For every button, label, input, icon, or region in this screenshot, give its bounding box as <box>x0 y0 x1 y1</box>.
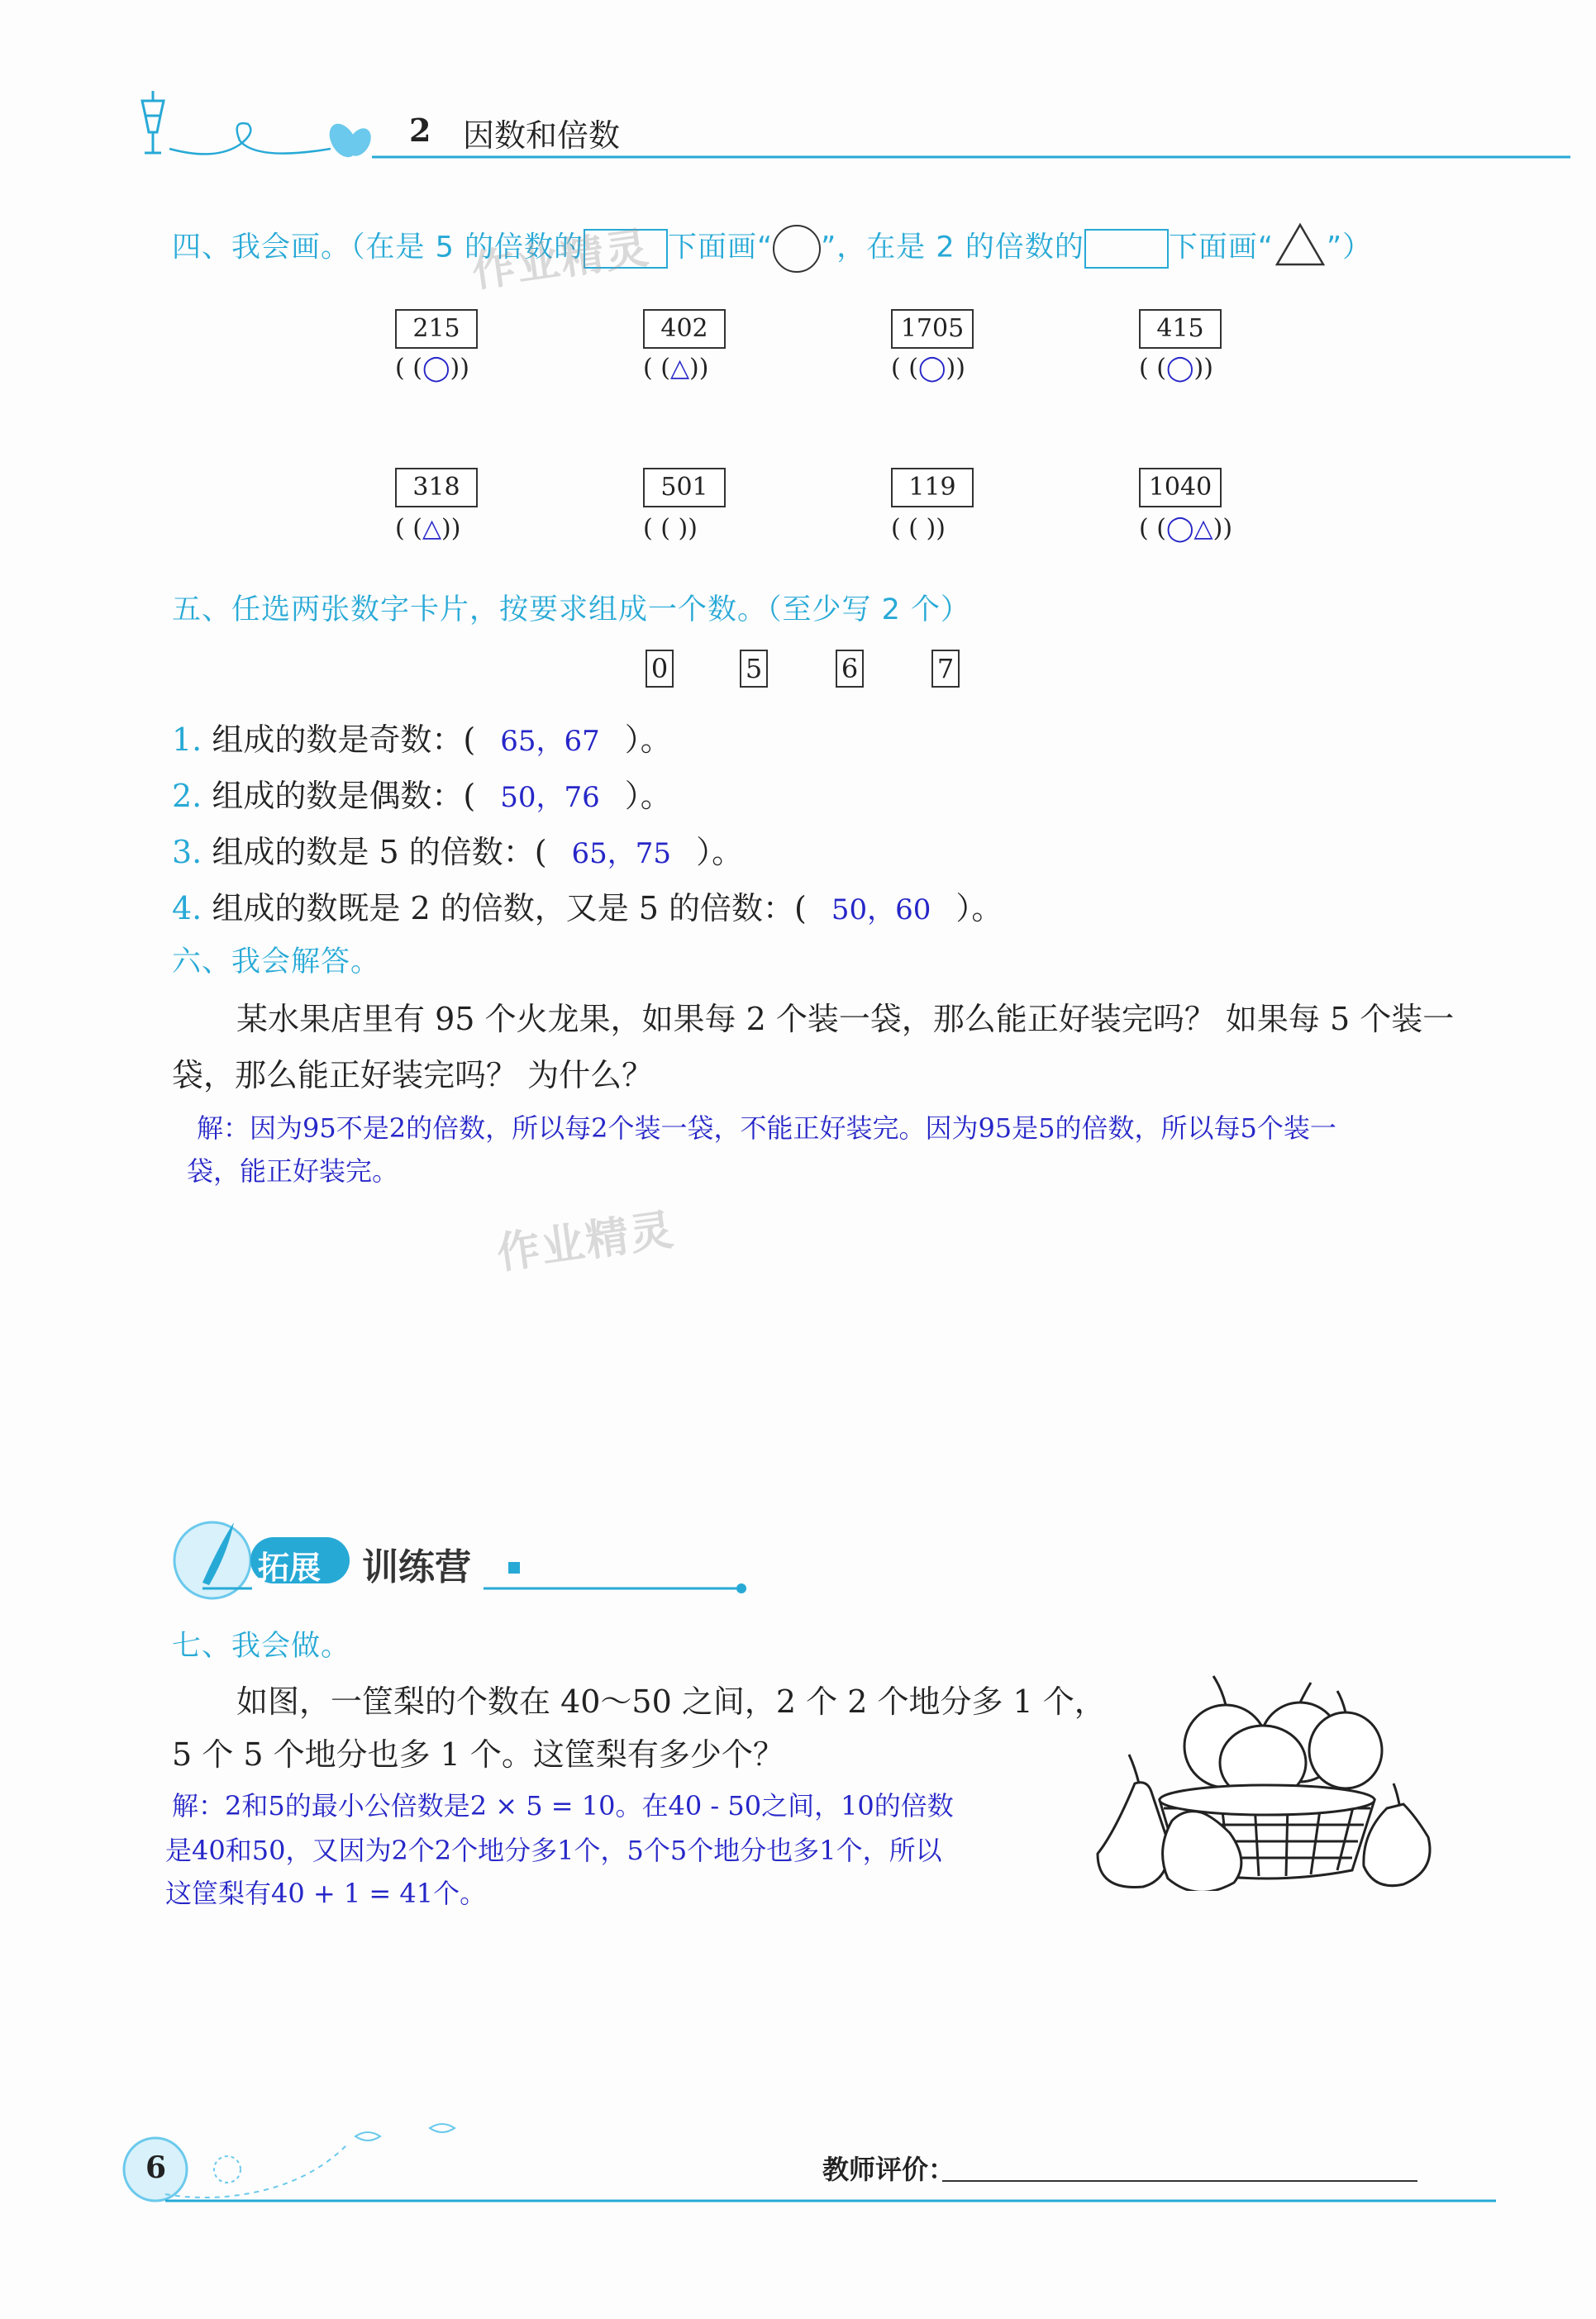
answer-paren: ( ( )) <box>643 514 698 543</box>
lamp-vine-icon <box>124 83 1570 165</box>
watermark: 作业精灵 <box>469 223 653 298</box>
question-end: ）。 <box>624 778 672 814</box>
chapter-number: 2 <box>409 112 431 149</box>
answer-mark: ◯ <box>422 354 450 383</box>
chapter-title: 因数和倍数 <box>463 117 621 154</box>
answer-mark: ◯ <box>917 354 946 383</box>
answer-mark: △ <box>422 514 442 543</box>
footer-decoration <box>116 2112 1496 2211</box>
question-number: 2. <box>172 778 202 814</box>
number-box: 402 <box>643 309 726 349</box>
question-answer: 50，76 <box>500 781 600 814</box>
number-box: 415 <box>1139 309 1222 349</box>
question-row <box>172 770 672 816</box>
teacher-eval-label: 教师评价： <box>822 2154 955 2185</box>
answer-paren: ( (◯)) <box>1139 354 1213 383</box>
banner-title: 训练营 <box>362 1546 471 1588</box>
question-end: ）。 <box>696 834 744 870</box>
solution-text: 袋，能正好装完。 <box>187 1155 399 1187</box>
answer-paren: ( (△)) <box>395 514 461 543</box>
question-number: 3. <box>172 834 202 870</box>
number-box: 1705 <box>891 309 974 349</box>
circle-shape-icon <box>773 225 821 273</box>
solution-text: 解：2和5的最小公倍数是2 × 5 = 10。在40 - 50之间，10的倍数 <box>172 1790 954 1821</box>
question-text: 组成的数是 5 的倍数：( <box>212 834 547 870</box>
question-answer: 65，75 <box>571 837 672 870</box>
section4-title-text2: 下面画“ <box>668 231 774 264</box>
solution-text: 是40和50，又因为2个2个地分多1个，5个5个地分也多1个，所以 <box>165 1835 942 1866</box>
section4-title-text5: ”） <box>1326 231 1373 264</box>
digit-card: 0 <box>646 650 674 688</box>
solution-text: 这筐梨有40 + 1 = 41个。 <box>165 1878 487 1909</box>
solution-text: 解：因为95不是2的倍数，所以每2个装一袋，不能正好装完。因为95是5的倍数，所以每5个装一 <box>197 1112 1336 1144</box>
header-decoration <box>124 83 1570 165</box>
rect-shape-icon-2 <box>1084 229 1169 269</box>
banner-badge-2: 展 <box>289 1550 322 1586</box>
question-number: 4. <box>172 890 202 926</box>
problem-text: 如图，一筐梨的个数在 40～50 之间，2 个 2 个地分多 1 个， <box>236 1683 1106 1720</box>
digit-card: 7 <box>931 650 960 688</box>
answer-paren: ( ( )) <box>891 514 946 543</box>
question-number: 1. <box>172 721 202 758</box>
page-number: 6 <box>145 2150 167 2185</box>
question-end: ）。 <box>955 890 1003 926</box>
banner-badge-1: 拓 <box>258 1550 290 1586</box>
number-box: 1040 <box>1139 468 1222 507</box>
number-box: 318 <box>395 468 478 507</box>
answer-paren: ( (◯△)) <box>1139 514 1233 543</box>
question-text: 组成的数既是 2 的倍数，又是 5 的倍数：( <box>212 890 807 926</box>
page-number-ornament-icon <box>116 2112 1496 2211</box>
question-text: 组成的数是偶数：( <box>212 778 476 814</box>
question-text: 组成的数是奇数：( <box>212 721 476 758</box>
teacher-eval-line[interactable] <box>942 2180 1417 2182</box>
problem-text: 袋，那么能正好装完吗？ 为什么？ <box>172 1057 654 1093</box>
section4-title <box>172 221 1372 275</box>
section5-title: 五、任选两张数字卡片，按要求组成一个数。（至少写 2 个） <box>172 593 971 626</box>
section6-title: 六、我会解答。 <box>172 945 381 979</box>
number-box: 119 <box>891 468 974 507</box>
problem-text: 某水果店里有 95 个火龙果，如果每 2 个装一袋，那么能正好装完吗？ 如果每 5 个装一 <box>236 1001 1455 1037</box>
number-box: 215 <box>395 309 478 349</box>
digit-card: 6 <box>836 650 864 688</box>
section7-title: 七、我会做。 <box>172 1630 351 1663</box>
section4-title-text3: ”，在是 2 的倍数的 <box>821 231 1084 264</box>
banner-badge <box>258 1542 321 1588</box>
question-end: ）。 <box>624 721 672 758</box>
answer-paren: ( (△)) <box>643 354 709 383</box>
watermark: 作业精灵 <box>493 1205 678 1279</box>
answer-mark: ◯ <box>1165 354 1194 383</box>
question-answer: 50，60 <box>831 893 931 926</box>
section4-title-text1: 四、我会画。（在是 5 的倍数的 <box>172 231 584 264</box>
number-box: 501 <box>643 468 726 507</box>
pear-basket-illustration <box>1089 1668 1445 1891</box>
section4-title-text4: 下面画“ <box>1168 231 1274 264</box>
pear-basket-icon <box>1089 1668 1445 1891</box>
answer-mark: ◯△ <box>1165 514 1213 543</box>
answer-mark: △ <box>669 354 690 383</box>
digit-card: 5 <box>740 650 768 688</box>
question-row <box>172 714 672 760</box>
question-row <box>172 883 1003 928</box>
question-row <box>172 826 743 872</box>
problem-text: 5 个 5 个地分也多 1 个。这筐梨有多少个？ <box>172 1736 784 1773</box>
question-answer: 65，67 <box>500 725 600 758</box>
answer-paren: ( (◯)) <box>395 354 469 383</box>
triangle-shape-icon <box>1274 221 1327 275</box>
answer-paren: ( (◯)) <box>891 354 965 383</box>
